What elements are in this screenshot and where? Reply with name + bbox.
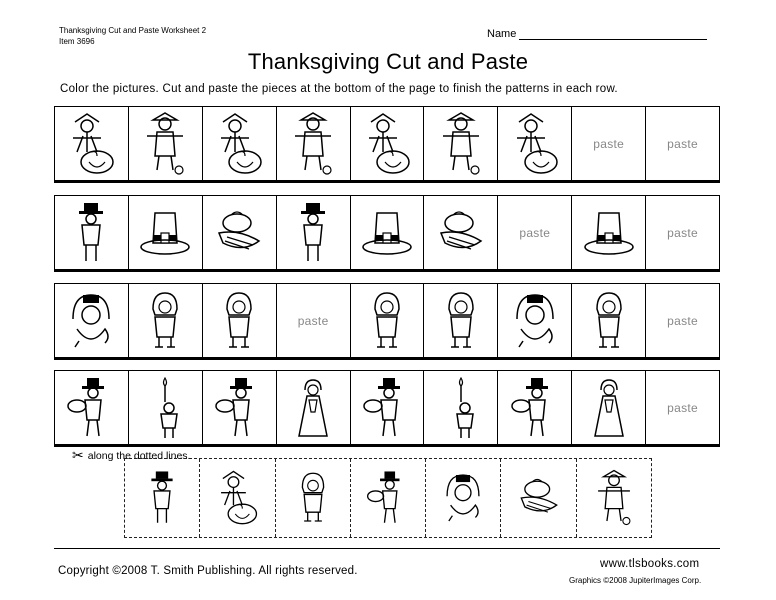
pattern-cell <box>498 107 572 180</box>
pilgrim-man-icon <box>65 201 117 265</box>
page-title: Thanksgiving Cut and Paste <box>247 49 529 74</box>
paste-slot[interactable] <box>646 196 719 269</box>
cut-piece[interactable] <box>200 459 275 537</box>
paste-label: paste <box>667 136 698 151</box>
pattern-cell <box>55 107 129 180</box>
pattern-cell <box>129 107 203 180</box>
scarecrow-icon <box>214 467 260 529</box>
pattern-cell <box>424 371 498 444</box>
pattern-cell <box>129 371 203 444</box>
cut-piece[interactable] <box>501 459 576 537</box>
pattern-cell <box>203 284 277 357</box>
pattern-row <box>54 283 720 358</box>
footer-divider <box>54 548 720 549</box>
pattern-cell <box>572 284 646 357</box>
paste-label: paste <box>667 313 698 328</box>
paste-slot[interactable] <box>277 284 351 357</box>
scarecrow-figure-icon <box>287 112 339 176</box>
turkey-icon <box>440 467 486 529</box>
pattern-cell <box>55 196 129 269</box>
pilgrim-girl-icon <box>361 289 413 353</box>
scarecrow-figure-icon <box>139 112 191 176</box>
pattern-cell <box>424 284 498 357</box>
pattern-row <box>54 195 720 270</box>
pilgrim-woman-icon <box>583 376 635 440</box>
cut-piece[interactable] <box>577 459 651 537</box>
item-number: Item 3696 <box>59 37 95 46</box>
pattern-cell <box>572 371 646 444</box>
paste-slot[interactable] <box>572 107 646 180</box>
pilgrim-with-turkey-icon <box>65 376 117 440</box>
paste-label: paste <box>519 225 551 240</box>
pilgrim-with-turkey-icon <box>361 376 413 440</box>
pattern-cell <box>129 284 203 357</box>
instructions: Color the pictures. Cut and paste the pieces at the bottom of the page to finish the patterns in each row. <box>60 83 618 95</box>
cut-out-pieces[interactable] <box>124 458 652 538</box>
paste-slot[interactable] <box>646 371 719 444</box>
pattern-cell <box>351 107 425 180</box>
pilgrim-hat-icon <box>361 201 413 265</box>
pattern-cell <box>351 284 425 357</box>
pilgrim-hat-icon <box>583 201 635 265</box>
cut-piece[interactable] <box>125 459 200 537</box>
scissors-icon: ✂ <box>72 447 84 463</box>
turkey-icon <box>509 289 561 353</box>
pattern-cell <box>351 371 425 444</box>
pilgrim-girl-icon <box>213 289 265 353</box>
pattern-cell <box>55 371 129 444</box>
pattern-cell <box>277 371 351 444</box>
paste-label: paste <box>593 136 625 151</box>
scarecrow-icon <box>361 112 413 176</box>
pattern-cell <box>424 107 498 180</box>
pilgrim-man-icon <box>287 201 339 265</box>
paste-slot[interactable] <box>646 107 719 180</box>
pattern-cell <box>203 371 277 444</box>
website: www.tlsbooks.com <box>600 558 700 570</box>
pattern-cell <box>129 196 203 269</box>
cut-piece[interactable] <box>426 459 501 537</box>
paste-slot[interactable] <box>498 196 572 269</box>
pilgrim-girl-icon <box>583 289 635 353</box>
pattern-cell <box>498 371 572 444</box>
cut-piece[interactable] <box>276 459 351 537</box>
worksheet-header <box>59 25 206 47</box>
scarecrow-icon <box>213 112 265 176</box>
copyright: Copyright ©2008 T. Smith Publishing. All rights reserved. <box>58 565 358 577</box>
paste-label: paste <box>297 313 329 328</box>
pilgrim-girl-icon <box>290 467 336 529</box>
pattern-row <box>54 370 720 445</box>
pilgrim-with-turkey-icon <box>509 376 561 440</box>
paste-label: paste <box>667 225 698 240</box>
pattern-cell <box>277 107 351 180</box>
pattern-row <box>54 106 720 181</box>
pilgrim-hat-icon <box>139 201 191 265</box>
pattern-cell <box>424 196 498 269</box>
pilgrim-girl-icon <box>139 289 191 353</box>
scarecrow-icon <box>65 112 117 176</box>
paste-label: paste <box>667 400 698 415</box>
turkey-icon <box>65 289 117 353</box>
candle-boy-icon <box>435 376 487 440</box>
pattern-cell <box>498 284 572 357</box>
cut-instruction-text: along the dotted lines. <box>87 449 191 462</box>
pilgrim-man-icon <box>139 467 185 529</box>
scarecrow-figure-icon <box>591 467 637 529</box>
graphics-credit: Graphics ©2008 JupiterImages Corp. <box>569 576 702 585</box>
cornucopia-icon <box>516 467 562 529</box>
pattern-cell <box>572 196 646 269</box>
paste-slot[interactable] <box>646 284 719 357</box>
name-label: Name <box>487 28 517 40</box>
pilgrim-girl-icon <box>435 289 487 353</box>
pattern-cell <box>203 107 277 180</box>
cornucopia-icon <box>435 201 487 265</box>
cut-piece[interactable] <box>351 459 426 537</box>
name-field[interactable] <box>487 28 707 40</box>
pattern-cell <box>277 196 351 269</box>
pattern-cell <box>203 196 277 269</box>
pilgrim-with-turkey-icon <box>365 467 411 529</box>
worksheet-title: Thanksgiving Cut and Paste Worksheet 2 <box>59 26 207 35</box>
pattern-cell <box>55 284 129 357</box>
scarecrow-figure-icon <box>435 112 487 176</box>
pilgrim-with-turkey-icon <box>213 376 265 440</box>
candle-boy-icon <box>139 376 191 440</box>
cornucopia-icon <box>213 201 265 265</box>
pattern-cell <box>351 196 425 269</box>
name-line[interactable] <box>519 29 707 40</box>
pilgrim-woman-icon <box>287 376 339 440</box>
scarecrow-icon <box>509 112 561 176</box>
